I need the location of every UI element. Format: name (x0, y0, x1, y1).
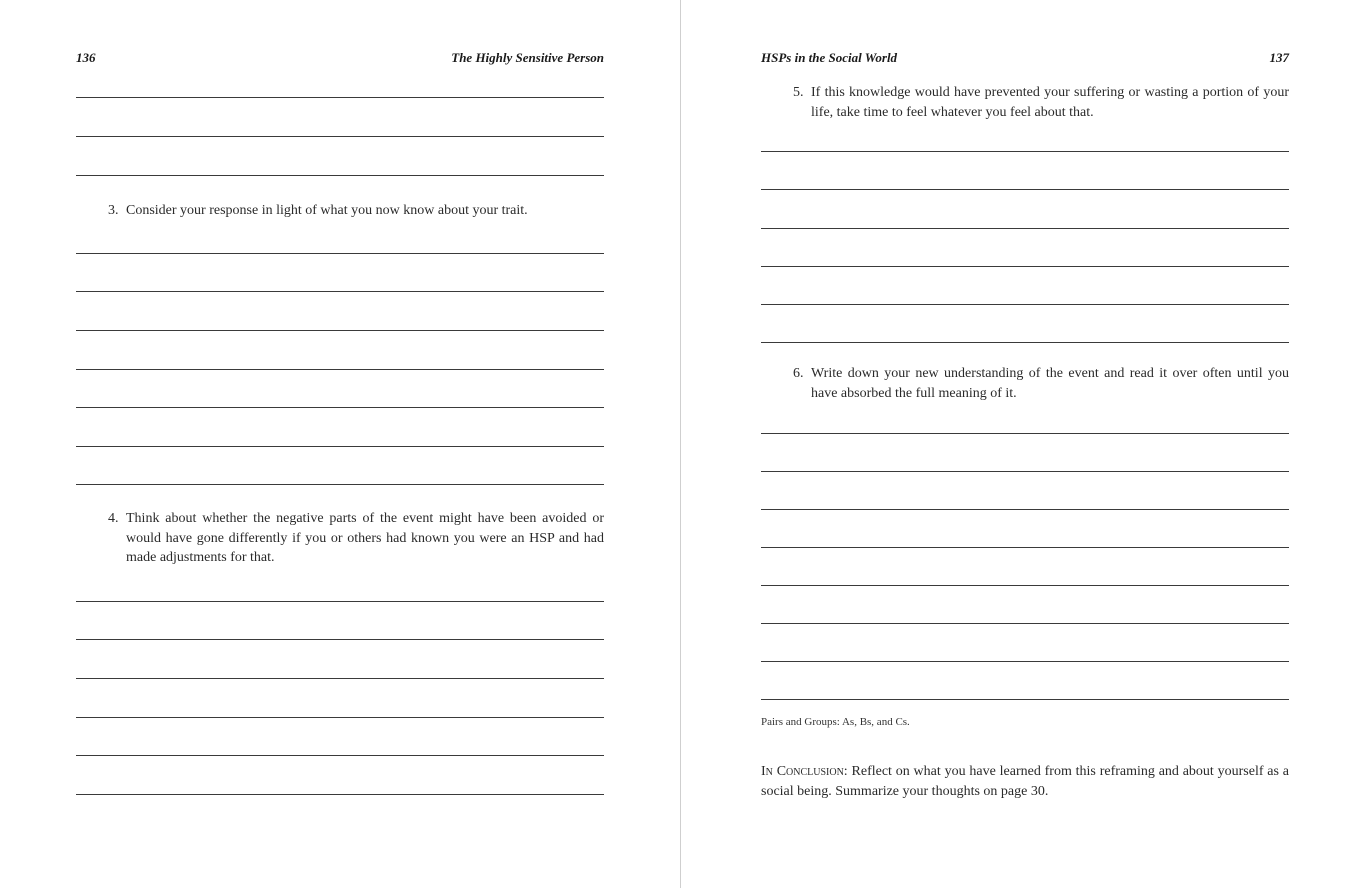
answer-line[interactable] (76, 446, 604, 447)
page-number: 136 (76, 50, 96, 65)
answer-line[interactable] (761, 342, 1289, 343)
exercise-item-4 (108, 509, 604, 568)
answer-line[interactable] (76, 794, 604, 795)
answer-line[interactable] (761, 433, 1289, 434)
answer-line[interactable] (761, 304, 1289, 305)
answer-line[interactable] (761, 189, 1289, 190)
answer-line[interactable] (761, 509, 1289, 510)
answer-line[interactable] (76, 97, 604, 98)
page-number: 137 (1269, 50, 1289, 65)
exercise-item-5 (793, 83, 1289, 122)
answer-line[interactable] (76, 601, 604, 602)
item-text: Consider your response in light of what you now know about your trait. (126, 203, 528, 218)
running-head: The Highly Sensitive Person (451, 50, 604, 65)
answer-line[interactable] (761, 585, 1289, 586)
running-head: HSPs in the Social World (761, 50, 898, 65)
answer-line[interactable] (761, 699, 1289, 700)
exercise-item-3 (108, 201, 604, 221)
answer-line[interactable] (761, 661, 1289, 662)
right-page (681, 0, 1362, 888)
answer-line[interactable] (76, 330, 604, 331)
answer-line[interactable] (761, 151, 1289, 152)
answer-line[interactable] (76, 175, 604, 176)
answer-line[interactable] (76, 717, 604, 718)
item-number: 3. (108, 203, 119, 218)
item-text: Write down your new understanding of the event and read it over often until you have absorbed the full meaning of it. (811, 366, 1289, 401)
answer-line[interactable] (761, 623, 1289, 624)
answer-line[interactable] (76, 484, 604, 485)
answer-line[interactable] (76, 678, 604, 679)
answer-line[interactable] (76, 253, 604, 254)
answer-line[interactable] (761, 228, 1289, 229)
answer-line[interactable] (76, 407, 604, 408)
conclusion-paragraph (761, 762, 1289, 801)
groups-note: Pairs and Groups: As, Bs, and Cs. (761, 716, 910, 728)
conclusion-label: In Conclusion: (761, 764, 848, 779)
item-number: 5. (793, 85, 804, 100)
exercise-item-6 (793, 364, 1289, 403)
item-number: 6. (793, 366, 804, 381)
answer-line[interactable] (761, 266, 1289, 267)
answer-line[interactable] (761, 471, 1289, 472)
left-page (0, 0, 680, 888)
item-number: 4. (108, 511, 119, 526)
answer-line[interactable] (76, 291, 604, 292)
item-text: Think about whether the negative parts of the event might have been avoided or would have gone differently if you or others had known you were an HSP and had made adjustments for that. (126, 511, 604, 565)
answer-line[interactable] (76, 755, 604, 756)
answer-line[interactable] (76, 639, 604, 640)
item-text: If this knowledge would have prevented your suffering or wasting a portion of your life, take time to feel whatever you feel about that. (811, 85, 1289, 120)
answer-line[interactable] (76, 369, 604, 370)
conclusion-text: Reflect on what you have learned from this reframing and about yourself as a social being. Summarize your thoughts on page 30. (761, 764, 1289, 799)
answer-line[interactable] (761, 547, 1289, 548)
answer-line[interactable] (76, 136, 604, 137)
